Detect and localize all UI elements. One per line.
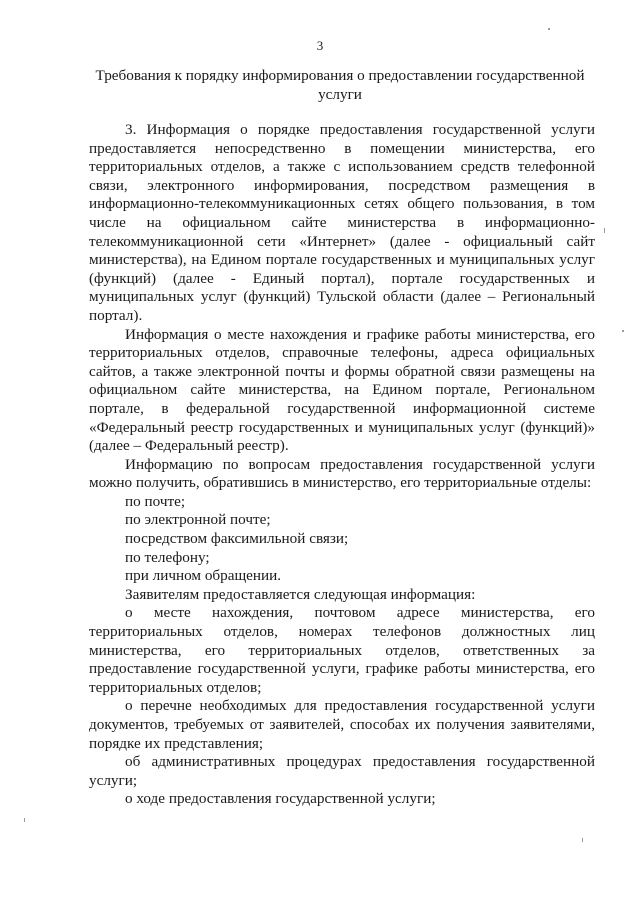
- scan-speck: [604, 228, 605, 233]
- scan-speck: [24, 818, 25, 822]
- list-item: по почте;: [125, 492, 186, 510]
- paragraph: об административных процедурах предоставления государственной услуги;: [89, 753, 595, 789]
- paragraph: Информация о месте нахождения и графике работы министерства, его территориальных отделов, справочные телефоны, адреса официальных сайтов, а также электронной почты и формы обратной связи размещены на официальном сайте министерства, на Едином портале, Региональном портале, в федеральной государственной информационной системе «Федеральный реестр государственных и муниципальных услуг (функций)» (далее – Федеральный реестр).: [89, 325, 595, 455]
- paragraph: 3. Информация о порядке предоставления государственной услуги предоставляется непосредственно в помещении министерства, его территориальных отделов, а также с использованием средств телефонной связи, электронного информирования, посредством размещения в информационно-телекоммуникационных сетях общего пользования, в том числе на официальном сайте министерства в информационно-телекоммуникационной сети «Интернет» (далее - официальный сайт министерства), на Едином портале государственных и муниципальных услуг (функций) (далее - Единый портал), портале государственных и муниципальных услуг (функций) Тульской области (далее – Региональный портал).: [89, 121, 595, 324]
- list-item: посредством факсимильной связи;: [125, 530, 349, 548]
- section-heading: Требования к порядку информирования о предоставлении государственной услуги: [95, 67, 585, 103]
- paragraph: Заявителям предоставляется следующая информация:: [125, 585, 476, 603]
- document-body: [89, 121, 595, 809]
- list-item: при личном обращении.: [125, 567, 282, 585]
- list-item: по телефону;: [125, 548, 210, 566]
- scan-speck: [622, 330, 624, 332]
- list-item: по электронной почте;: [125, 511, 271, 529]
- paragraph: Информацию по вопросам предоставления государственной услуги можно получить, обратившись в министерство, его территориальные отделы:: [89, 455, 595, 492]
- scan-speck: [548, 28, 550, 30]
- scan-speck: [582, 838, 583, 842]
- paragraph: о перечне необходимых для предоставления государственной услуги документов, требуемых от заявителей, способах их получения заявителями, порядке их представления;: [89, 697, 595, 752]
- paragraph: о месте нахождения, почтовом адресе министерства, его территориальных отделов, номерах телефонов должностных лиц министерства, его территориальных отделов, ответственных за предоставление государственной услуги, графике работы министерства, его территориальных отделов;: [89, 604, 595, 696]
- paragraph: о ходе предоставления государственной услуги;: [125, 790, 436, 808]
- page-number: 3: [316, 38, 324, 53]
